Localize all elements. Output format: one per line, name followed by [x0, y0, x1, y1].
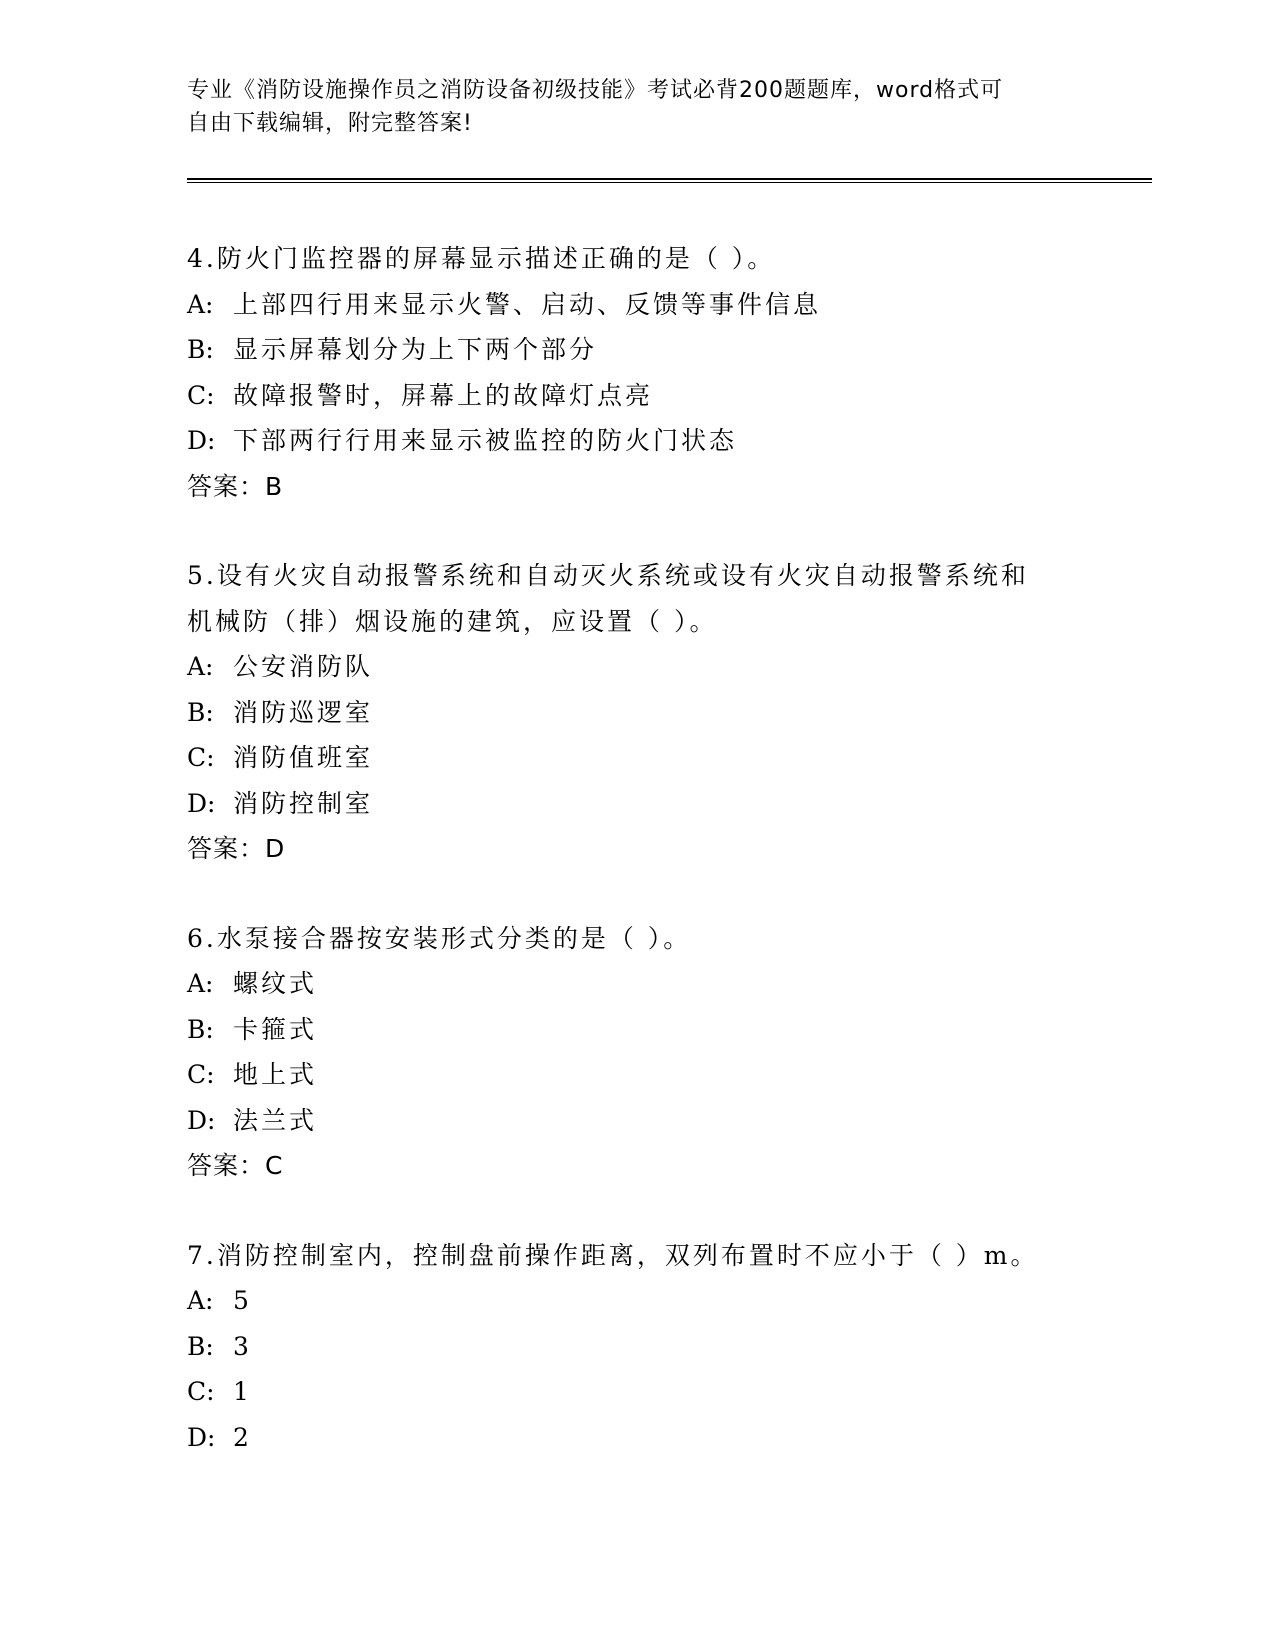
- option-letter: D:: [187, 1105, 216, 1135]
- option-d: [187, 1098, 1107, 1144]
- option-text: 2: [233, 1422, 252, 1452]
- question-item: [187, 553, 1107, 872]
- option-b: [187, 1007, 1107, 1053]
- question-text-continued: 机械防（排）烟设施的建筑，应设置（ ）。: [187, 606, 718, 636]
- question-text: 6.水泵接合器按安装形式分类的是（ ）。: [187, 923, 692, 953]
- option-text: 3: [233, 1331, 252, 1361]
- option-text: 法兰式: [233, 1105, 318, 1135]
- header-rule-thick: [187, 178, 1152, 180]
- question-text: 7.消防控制室内，控制盘前操作距离，双列布置时不应小于（ ）m。: [187, 1240, 1039, 1270]
- question-list: [187, 236, 1107, 1504]
- option-text: 卡箍式: [233, 1014, 318, 1044]
- answer-text: 答案：C: [187, 1151, 284, 1180]
- answer-text: 答案：D: [187, 834, 286, 863]
- option-text: 上部四行用来显示火警、启动、反馈等事件信息: [233, 289, 822, 319]
- option-a: [187, 644, 1107, 690]
- header-rule-thin: [187, 182, 1152, 183]
- option-letter: A:: [187, 969, 214, 998]
- option-letter: B:: [187, 1014, 214, 1044]
- option-c: [187, 373, 1107, 419]
- option-text: 故障报警时，屏幕上的故障灯点亮: [233, 380, 654, 410]
- option-letter: A:: [187, 1286, 214, 1315]
- question-item: [187, 916, 1107, 1189]
- option-a: [187, 961, 1107, 1007]
- question-item: [187, 236, 1107, 509]
- option-text: 消防巡逻室: [233, 697, 374, 727]
- option-letter: C:: [187, 380, 215, 410]
- option-letter: C:: [187, 1377, 215, 1406]
- option-letter: B:: [187, 697, 214, 727]
- option-c: [187, 1052, 1107, 1098]
- option-text: 显示屏幕划分为上下两个部分: [233, 335, 598, 364]
- option-letter: D:: [187, 1422, 216, 1452]
- option-text: 公安消防队: [233, 652, 374, 681]
- option-d: [187, 1415, 1107, 1461]
- option-text: 下部两行行用来显示被监控的防火门状态: [233, 426, 738, 455]
- option-letter: C:: [187, 743, 215, 772]
- option-letter: A:: [187, 652, 214, 681]
- option-text: 消防控制室: [233, 788, 374, 818]
- option-b: [187, 1324, 1107, 1370]
- option-d: [187, 781, 1107, 827]
- question-text: 5.设有火灾自动报警系统和自动灭火系统或设有火灾自动报警系统和: [187, 561, 1029, 590]
- option-letter: D:: [187, 426, 216, 455]
- option-text: 消防值班室: [233, 743, 374, 772]
- option-text: 螺纹式: [233, 969, 318, 998]
- question-text: 4.防火门监控器的屏幕显示描述正确的是（ ）。: [187, 244, 776, 273]
- option-a: [187, 1278, 1107, 1324]
- option-c: [187, 1369, 1107, 1415]
- option-letter: C:: [187, 1060, 215, 1089]
- option-letter: A:: [187, 289, 214, 319]
- document-header: [187, 74, 1087, 140]
- option-d: [187, 418, 1107, 464]
- option-letter: B:: [187, 1331, 214, 1361]
- answer-text: 答案：B: [187, 471, 284, 501]
- option-c: [187, 735, 1107, 781]
- header-line-1: 专业《消防设施操作员之消防设备初级技能》考试必背200题题库，word格式可: [187, 78, 1004, 103]
- header-line-2: 自由下载编辑，附完整答案!: [187, 111, 473, 136]
- option-text: 1: [233, 1377, 252, 1406]
- question-item: [187, 1233, 1107, 1461]
- option-letter: D:: [187, 788, 216, 818]
- option-b: [187, 327, 1107, 373]
- option-letter: B:: [187, 335, 214, 364]
- option-a: [187, 282, 1107, 328]
- option-text: 5: [233, 1286, 252, 1315]
- option-b: [187, 690, 1107, 736]
- option-text: 地上式: [233, 1060, 318, 1089]
